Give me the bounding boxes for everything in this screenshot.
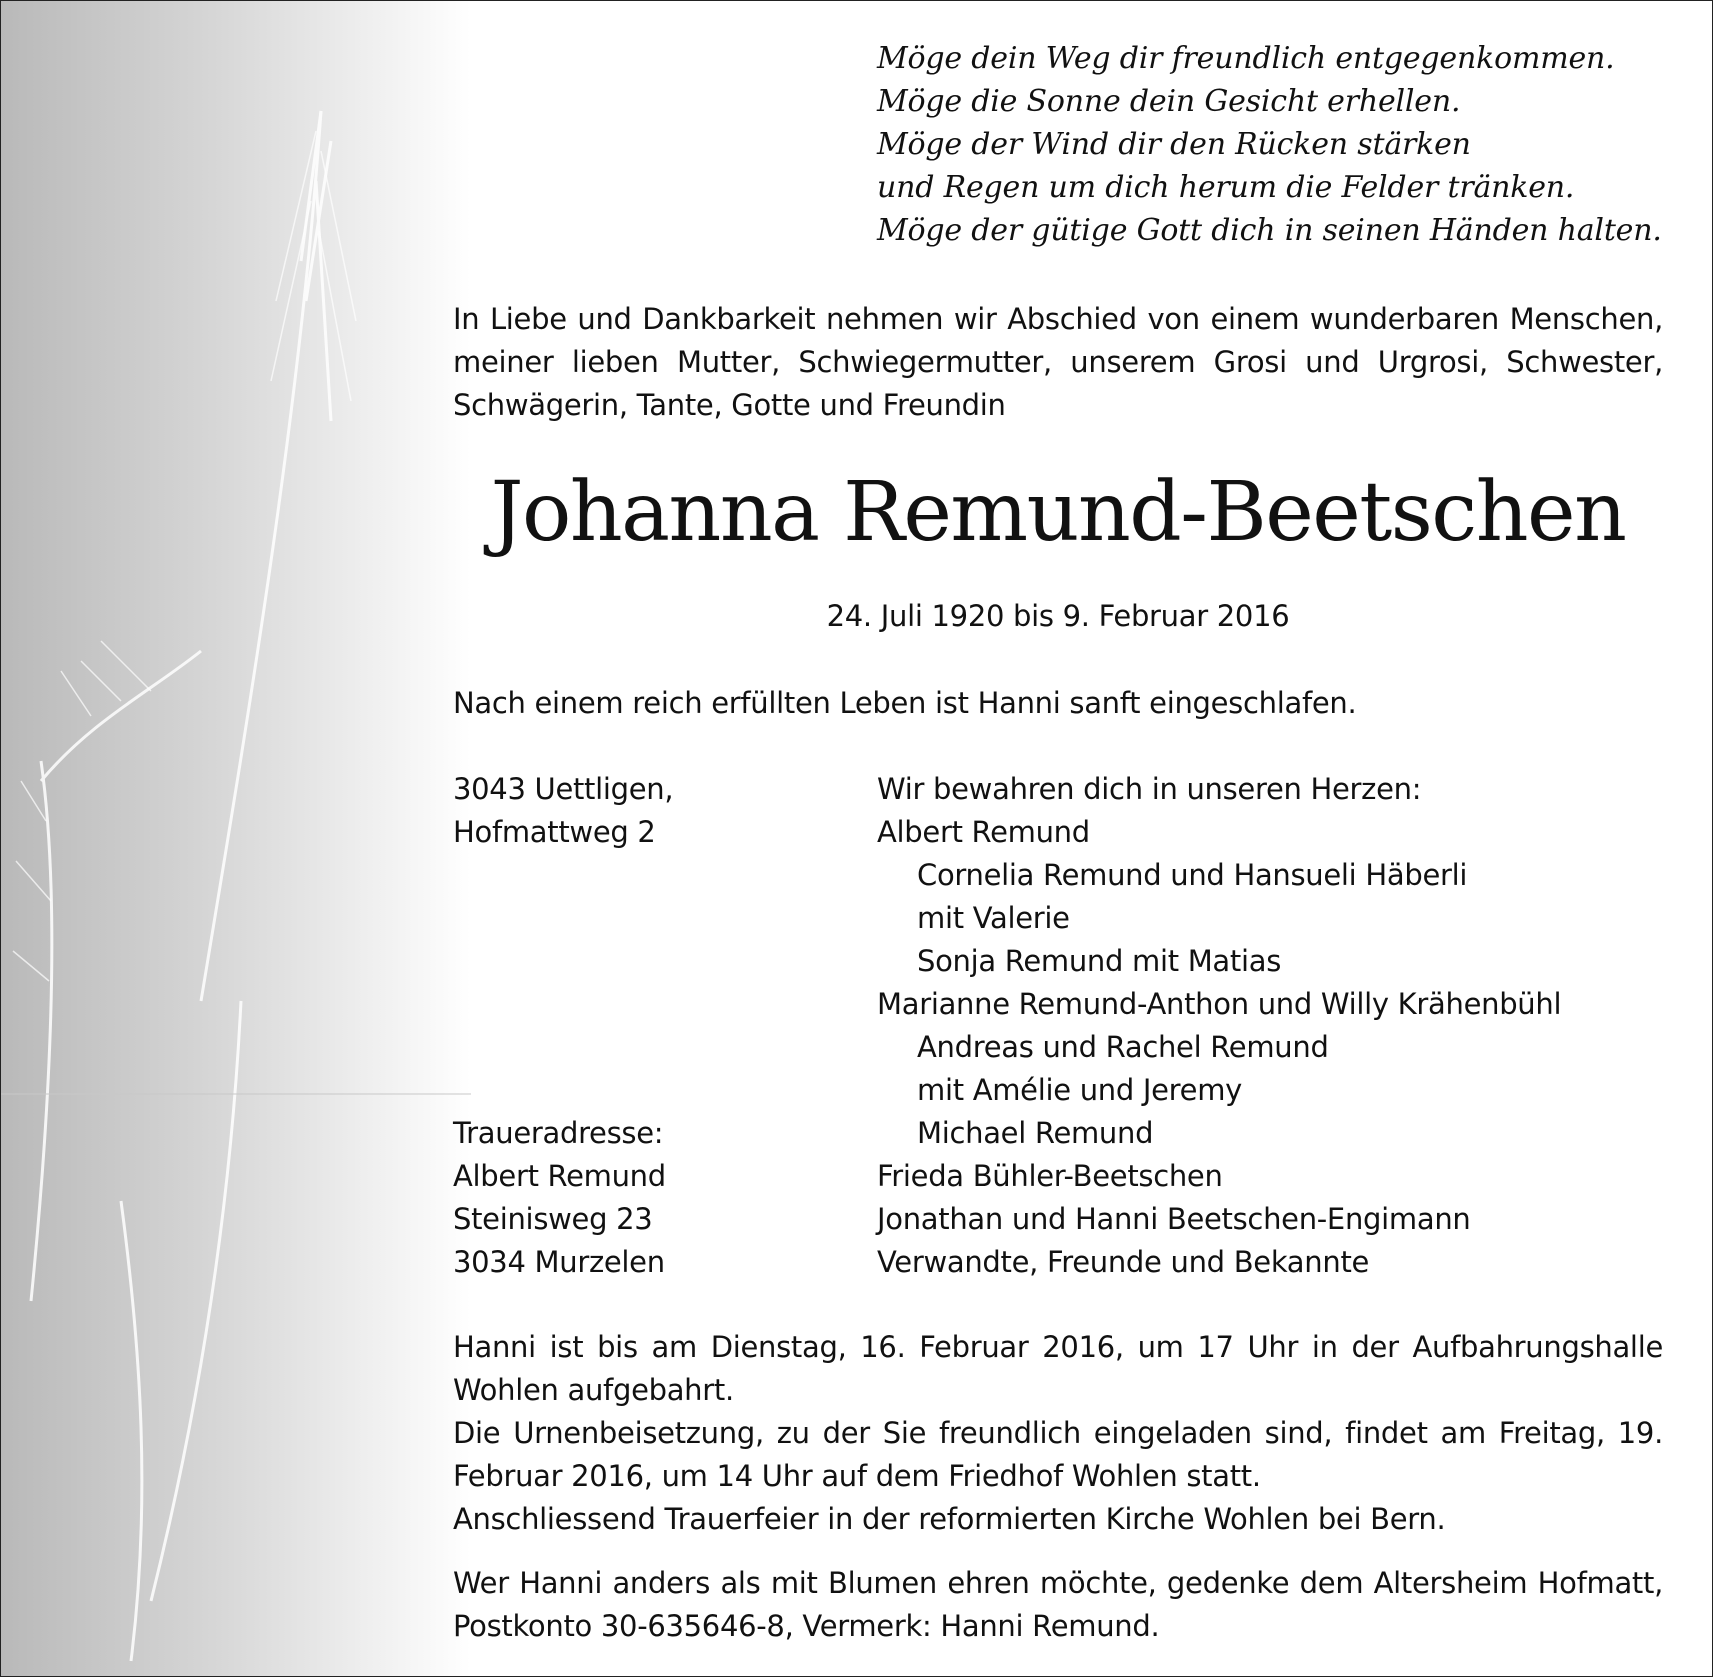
burial-notice: Die Urnenbeisetzung, zu der Sie freundlich eingeladen sind, findet am Freitag, 19. Februar 2016, um 14 Uhr auf dem Friedhof Wohlen statt. (453, 1416, 1663, 1493)
poem-line: und Regen um dich herum die Felder tränken. (877, 170, 1575, 205)
life-dates: 24. Juli 1920 bis 9. Februar 2016 (826, 599, 1290, 633)
family-member: Michael Remund (917, 1116, 1154, 1150)
service-notice: Anschliessend Trauerfeier in der reformierten Kirche Wohlen bei Bern. (453, 1502, 1446, 1536)
poem-line: Möge der gütige Gott dich in seinen Händen halten. (877, 213, 1662, 248)
family-member: Sonja Remund mit Matias (917, 944, 1281, 978)
family-member: Marianne Remund-Anthon und Willy Krähenbühl (877, 987, 1562, 1021)
family-member: mit Amélie und Jeremy (917, 1073, 1243, 1107)
donation-notice: Wer Hanni anders als mit Blumen ehren möchte, gedenke dem Altersheim Hofmatt, Postkonto 30-635646-8, Vermerk: Hanni Remund. (453, 1566, 1663, 1643)
poem-line: Möge der Wind dir den Rücken stärken (877, 127, 1471, 162)
mourning-address (453, 1112, 666, 1284)
obituary-content (1, 1, 1712, 1676)
family-member: Jonathan und Hanni Beetschen-Engimann (877, 1202, 1471, 1236)
intro-paragraph: In Liebe und Dankbarkeit nehmen wir Abschied von einem wunderbaren Menschen, meiner lieben Mutter, Schwiegermutter, unserem Grosi und Urgrosi, Schwester, Schwägerin, Tante, Gotte und Freundin (453, 302, 1663, 422)
address-line: 3043 Uettligen, (453, 772, 674, 806)
viewing-notice: Hanni ist bis am Dienstag, 16. Februar 2016, um 17 Uhr in der Aufbahrungshalle Wohlen aufgebahrt. (453, 1330, 1663, 1407)
family-member: Verwandte, Freunde und Bekannte (877, 1245, 1370, 1279)
deceased-name: Johanna Remund-Beetschen (490, 465, 1626, 560)
family-member: mit Valerie (917, 901, 1070, 935)
address-line: 3034 Murzelen (453, 1245, 665, 1279)
address-line: Steinisweg 23 (453, 1202, 653, 1236)
poem-line: Möge dein Weg dir freundlich entgegenkommen. (877, 41, 1615, 76)
poem-verse (877, 37, 1677, 252)
address-line: Albert Remund (453, 1159, 666, 1193)
family-member: Frieda Bühler-Beetschen (877, 1159, 1223, 1193)
family-list (877, 768, 1561, 1284)
family-member: Andreas und Rachel Remund (917, 1030, 1329, 1064)
poem-line: Möge die Sonne dein Gesicht erhellen. (877, 84, 1461, 119)
home-address (453, 768, 673, 854)
family-member: Cornelia Remund und Hansueli Häberli (917, 858, 1468, 892)
family-member: Albert Remund (877, 815, 1090, 849)
passing-sentence: Nach einem reich erfüllten Leben ist Hanni sanft eingeschlafen. (453, 686, 1357, 720)
family-heading: Wir bewahren dich in unseren Herzen: (877, 772, 1422, 806)
address-line: Hofmattweg 2 (453, 815, 656, 849)
mourning-address-label: Traueradresse: (453, 1116, 664, 1150)
